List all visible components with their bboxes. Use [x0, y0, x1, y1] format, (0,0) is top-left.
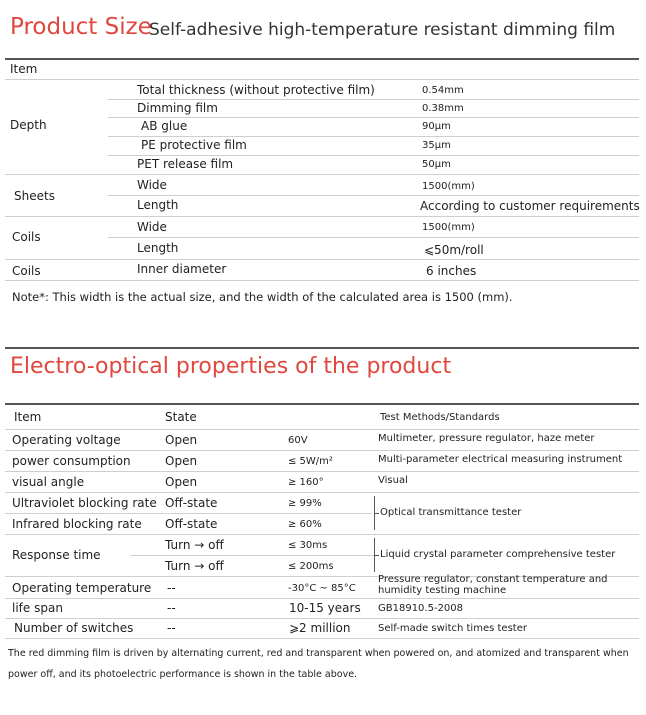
property-state: --	[167, 601, 176, 615]
spec-name: AB glue	[141, 119, 188, 133]
property-value: 10-15 years	[289, 601, 361, 615]
property-name: life span	[12, 601, 63, 615]
divider	[5, 216, 639, 217]
property-test: Visual	[378, 475, 408, 486]
spec-value: ⩽50m/roll	[424, 243, 484, 257]
divider	[5, 58, 639, 60]
divider	[5, 598, 639, 599]
divider	[108, 155, 639, 156]
property-test: Multi-parameter electrical measuring instrument	[378, 454, 623, 465]
spec-value: 0.38mm	[422, 103, 464, 114]
property-test: GB18910.5-2008	[378, 603, 464, 614]
divider	[108, 136, 639, 137]
divider	[5, 403, 639, 405]
bracket-line	[374, 555, 379, 556]
property-value: -30°C ~ 85°C	[288, 583, 356, 594]
property-value: ≥ 60%	[288, 519, 322, 530]
property-value: ≥ 99%	[288, 498, 322, 509]
divider	[5, 347, 639, 349]
spec-name: PET release film	[137, 157, 234, 171]
property-state: --	[167, 621, 176, 635]
spec-name: Total thickness (without protective film)	[137, 83, 375, 97]
spec-value: 35μm	[422, 140, 451, 151]
property-name: Operating temperature	[12, 581, 152, 595]
spec-value: According to customer requirements	[420, 199, 640, 213]
size-note: Note*: This width is the actual size, and the width of the calculated area is 1500 (mm).	[12, 290, 513, 304]
spec-name: Dimming film	[137, 101, 218, 115]
divider	[5, 259, 639, 260]
property-state: Open	[165, 433, 198, 447]
property-state: --	[167, 581, 176, 595]
property-test: Self-made switch times tester	[378, 623, 527, 634]
divider	[5, 280, 639, 281]
divider	[5, 534, 639, 535]
property-name: Operating voltage	[12, 433, 121, 447]
property-value: 60V	[288, 435, 308, 446]
spec-name: Inner diameter	[137, 262, 227, 276]
divider	[5, 174, 639, 175]
property-state: Turn → off	[165, 538, 224, 552]
divider	[5, 492, 639, 493]
electro-title: Electro-optical properties of the product	[10, 354, 452, 379]
spec-value: 0.54mm	[422, 85, 464, 96]
divider	[130, 555, 374, 556]
group-label-coils: Coils	[12, 230, 41, 244]
divider	[5, 429, 639, 430]
divider	[108, 117, 639, 118]
spec-value: 90μm	[422, 121, 451, 132]
divider	[5, 79, 639, 80]
divider	[5, 513, 371, 514]
property-test: Multimeter, pressure regulator, haze meter	[378, 433, 595, 444]
property-value: ⩾2 million	[289, 621, 351, 635]
spec-value: 6 inches	[426, 264, 477, 278]
group-label-coils: Coils	[12, 264, 41, 278]
optical-test: Optical transmittance tester	[380, 507, 522, 518]
property-value: ≤ 200ms	[288, 561, 334, 572]
divider	[5, 471, 639, 472]
table-header-item: Item	[14, 410, 42, 424]
property-name: Response time	[12, 548, 101, 562]
property-state: Open	[165, 475, 198, 489]
divider	[108, 237, 639, 238]
table-header-test: Test Methods/Standards	[380, 412, 500, 423]
property-value: ≥ 160°	[288, 477, 324, 488]
spec-value: 1500(mm)	[422, 222, 475, 233]
property-name: visual angle	[12, 475, 85, 489]
spec-name: Wide	[137, 178, 167, 192]
divider	[108, 99, 639, 100]
spec-value: 50μm	[422, 159, 451, 170]
property-name: Number of switches	[14, 621, 134, 635]
electro-footer-note: The red dimming film is driven by alternating current, red and transparent when powered on, and atomized and transparent when power off, and its photoelectric performance is shown in the table above.	[8, 648, 629, 680]
property-state: Open	[165, 454, 198, 468]
divider	[5, 638, 639, 639]
spec-name: Length	[137, 198, 179, 212]
property-state: Off-state	[165, 517, 218, 531]
spec-name: Length	[137, 241, 179, 255]
product-size-title: Product Size	[10, 14, 152, 40]
table-header-item: Item	[10, 62, 38, 76]
property-name: power consumption	[12, 454, 131, 468]
product-size-subtitle: Self-adhesive high-temperature resistant dimming film	[149, 20, 616, 40]
divider	[108, 195, 639, 196]
group-label-depth: Depth	[10, 118, 47, 132]
property-value: ≤ 30ms	[288, 540, 328, 551]
property-state: Turn → off	[165, 559, 224, 573]
divider	[5, 618, 639, 619]
response-test: Liquid crystal parameter comprehensive tester	[380, 549, 616, 560]
spec-name: Wide	[137, 220, 167, 234]
bracket-line	[374, 513, 379, 514]
property-name: Infrared blocking rate	[12, 517, 142, 531]
spec-value: 1500(mm)	[422, 181, 475, 192]
property-test: Pressure regulator, constant temperature and humidity testing machine	[378, 574, 608, 596]
divider	[5, 450, 639, 451]
property-name: Ultraviolet blocking rate	[12, 496, 157, 510]
group-label-sheets: Sheets	[14, 189, 55, 203]
property-value: ≤ 5W/m²	[288, 456, 333, 467]
table-header-state: State	[165, 410, 197, 424]
property-state: Off-state	[165, 496, 218, 510]
spec-name: PE protective film	[141, 138, 247, 152]
